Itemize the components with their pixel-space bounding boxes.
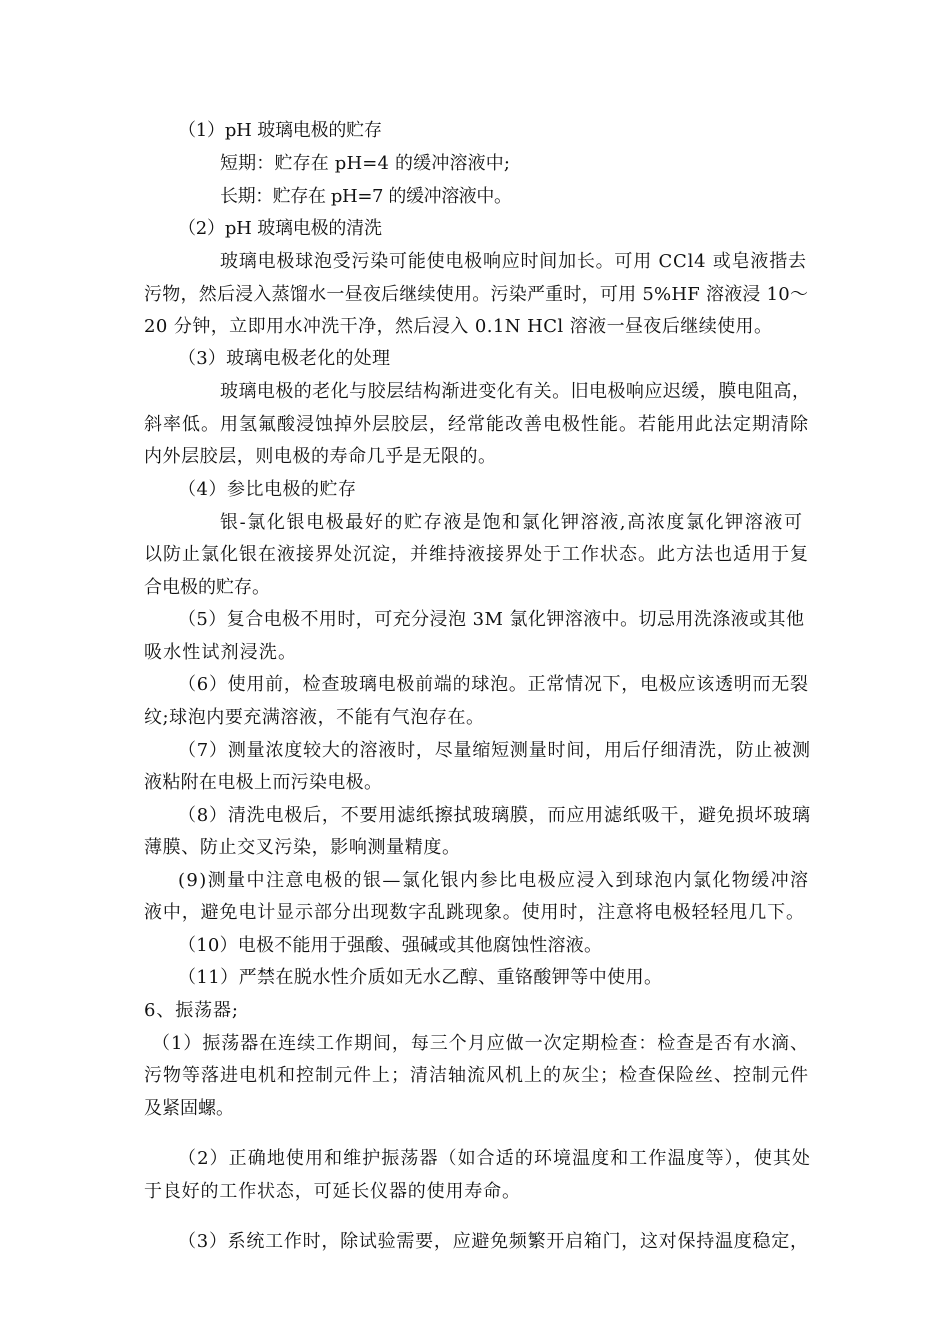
- text-line: （6）使用前，检查玻璃电极前端的球泡。正常情况下，电极应该透明而无裂: [178, 674, 809, 695]
- heading-electrode-aging: （3）玻璃电极老化的处理: [178, 348, 391, 369]
- heading-ph-electrode-cleaning: （2）pH 玻璃电极的清洗: [178, 218, 382, 239]
- text-line: 短期：贮存在 pH=4 的缓冲溶液中;: [220, 153, 511, 174]
- text-line: 液中，避免电计显示部分出现数字乱跳现象。使用时，注意将电极轻轻甩几下。: [144, 902, 805, 923]
- text-line: （3）系统工作时，除试验需要，应避免频繁开启箱门，这对保持温度稳定，: [178, 1231, 809, 1252]
- text-line: 于良好的工作状态，可延长仪器的使用寿命。: [144, 1181, 521, 1202]
- text-line: 及紧固螺。: [144, 1098, 234, 1119]
- text-line: （10）电极不能用于强酸、强碱或其他腐蚀性溶液。: [178, 935, 603, 956]
- text-line: 玻璃电极的老化与胶层结构渐进变化有关。旧电极响应迟缓，膜电阻高，: [220, 381, 811, 402]
- text-line: 污物等落进电机和控制元件上；清洁轴流风机上的灰尘；检查保险丝、控制元件: [144, 1065, 809, 1086]
- text-line: 薄膜、防止交叉污染，影响测量精度。: [144, 837, 461, 858]
- text-line: 污物，然后浸入蒸馏水一昼夜后继续使用。污染严重时，可用 5%HF 溶液浸 10～: [144, 284, 809, 305]
- text-line: （1）振荡器在连续工作期间，每三个月应做一次定期检查：检查是否有水滴、: [152, 1033, 809, 1054]
- text-line: 20 分钟，立即用水冲洗干净，然后浸入 0.1N HCl 溶液一昼夜后继续使用。: [144, 316, 773, 337]
- text-line: (9)测量中注意电极的银—氯化银内参比电极应浸入到球泡内氯化物缓冲溶: [178, 870, 810, 891]
- heading-reference-electrode-storage: （4）参比电极的贮存: [178, 479, 357, 500]
- text-line: （7）测量浓度较大的溶液时，尽量缩短测量时间，用后仔细清洗，防止被测: [178, 740, 811, 761]
- text-line: 液粘附在电极上而污染电极。: [144, 772, 383, 793]
- text-line: 合电极的贮存。: [144, 577, 270, 598]
- text-line: 斜率低。用氢氟酸浸蚀掉外层胶层，经常能改善电极性能。若能用此法定期清除: [144, 414, 809, 435]
- text-line: （5）复合电极不用时，可充分浸泡 3M 氯化钾溶液中。切忌用洗涤液或其他: [178, 609, 805, 630]
- heading-ph-electrode-storage: （1）pH 玻璃电极的贮存: [178, 120, 382, 141]
- text-line: （2）正确地使用和维护振荡器（如合适的环境温度和工作温度等），使其处: [178, 1148, 812, 1169]
- text-line: 长期：贮存在 pH=7 的缓冲溶液中。: [220, 186, 512, 207]
- text-line: 玻璃电极球泡受污染可能使电极响应时间加长。可用 CCl4 或皂液揩去: [220, 251, 807, 272]
- text-line: 以防止氯化银在液接界处沉淀，并维持液接界处于工作状态。此方法也适用于复: [144, 544, 809, 565]
- heading-oscillator: 6、振荡器;: [144, 1000, 239, 1021]
- text-line: 内外层胶层，则电极的寿命几乎是无限的。: [144, 446, 497, 467]
- text-line: 纹;球泡内要充满溶液，不能有气泡存在。: [144, 707, 485, 728]
- text-line: 吸水性试剂浸洗。: [144, 642, 298, 663]
- text-line: 银-氯化银电极最好的贮存液是饱和氯化钾溶液,高浓度氯化钾溶液可: [220, 512, 804, 533]
- text-line: （11）严禁在脱水性介质如无水乙醇、重铬酸钾等中使用。: [178, 967, 663, 988]
- text-line: （8）清洗电极后，不要用滤纸擦拭玻璃膜，而应用滤纸吸干，避免损坏玻璃: [178, 805, 811, 826]
